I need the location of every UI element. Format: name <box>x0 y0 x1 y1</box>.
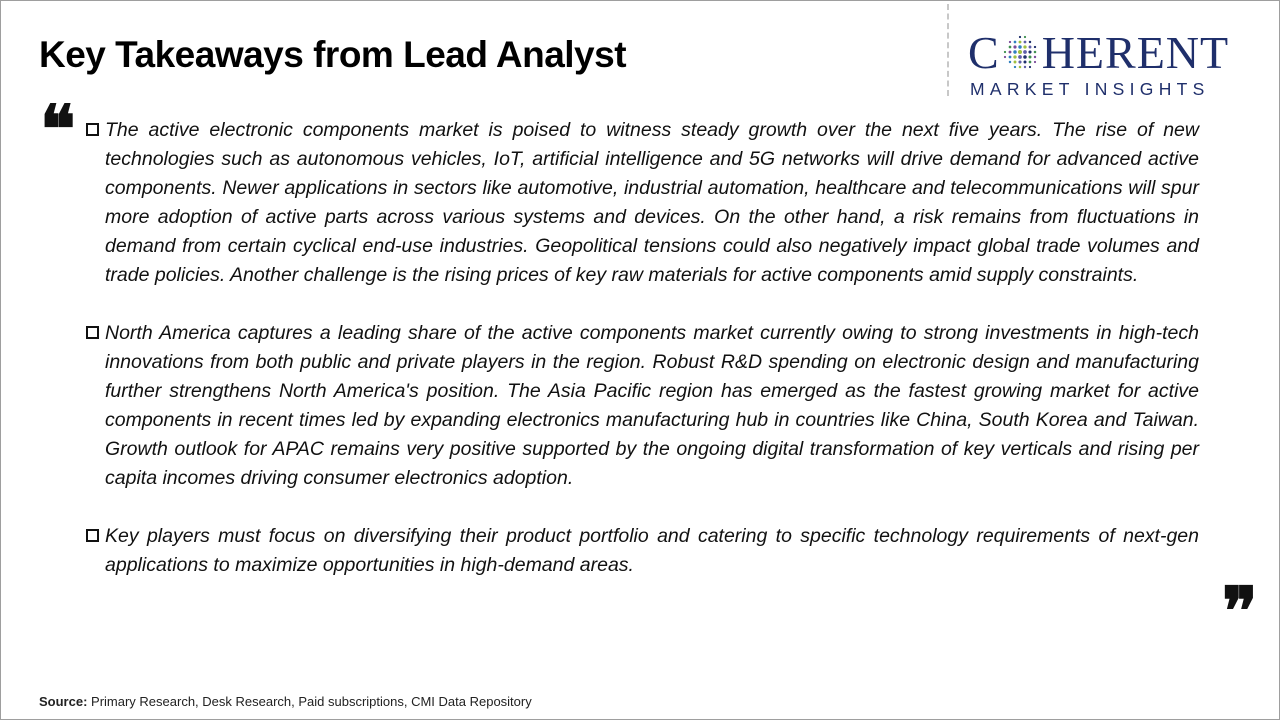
company-logo <box>968 27 1260 100</box>
logo-divider <box>947 4 949 96</box>
checkbox-bullet-icon <box>86 326 99 339</box>
list-item <box>86 522 1199 580</box>
takeaway-text: Key players must focus on diversifying their product portfolio and catering to specific technology requirements of next-gen applications to maximize opportunities in high-demand areas. <box>105 525 1199 576</box>
list-item <box>86 116 1199 290</box>
logo-globe-icon <box>1001 33 1041 73</box>
checkbox-bullet-icon <box>86 123 99 136</box>
logo-tagline: MARKET INSIGHTS <box>970 79 1210 99</box>
list-item <box>86 319 1199 493</box>
takeaways-list <box>86 116 1199 609</box>
source-note <box>39 694 532 709</box>
takeaway-text: North America captures a leading share of the active components market currently owing to strong investments in high-tech innovations from both public and private players in the region. Robust R&D spending on electronic design and manufacturing further strengthens North America's position. The Asia Pacific region has emerged as the fastest growing market for active components in recent times led by expanding electronics manufacturing hub in countries like China, South Korea and Taiwan. Growth outlook for APAC remains very positive supported by the ongoing digital transformation of key verticals and rising per capita incomes driving consumer electronics adoption. <box>105 322 1199 489</box>
open-quote-icon: ❝ <box>40 90 76 168</box>
logo-letter-c: C <box>968 27 1000 78</box>
logo-letters-rest: HERENT <box>1041 27 1230 78</box>
source-text: Primary Research, Desk Research, Paid subscriptions, CMI Data Repository <box>87 694 532 709</box>
page-title: Key Takeaways from Lead Analyst <box>39 34 627 75</box>
takeaway-text: The active electronic components market is poised to witness steady growth over the next five years. The rise of new technologies such as autonomous vehicles, IoT, artificial intelligence and 5G networks will drive demand for advanced active components. Newer applications in sectors like automotive, industrial automation, healthcare and telecommunications will spur more adoption of active parts across various systems and devices. On the other hand, a risk remains from fluctuations in demand from certain cyclical end-use industries. Geopolitical tensions could also negatively impact global trade volumes and trade policies. Another challenge is the rising prices of key raw materials for active components amid supply constraints. <box>105 119 1199 286</box>
logo-wordmark <box>968 27 1260 78</box>
close-quote-icon: ❞ <box>1222 572 1258 650</box>
source-label: Source: <box>39 694 88 709</box>
checkbox-bullet-icon <box>86 529 99 542</box>
